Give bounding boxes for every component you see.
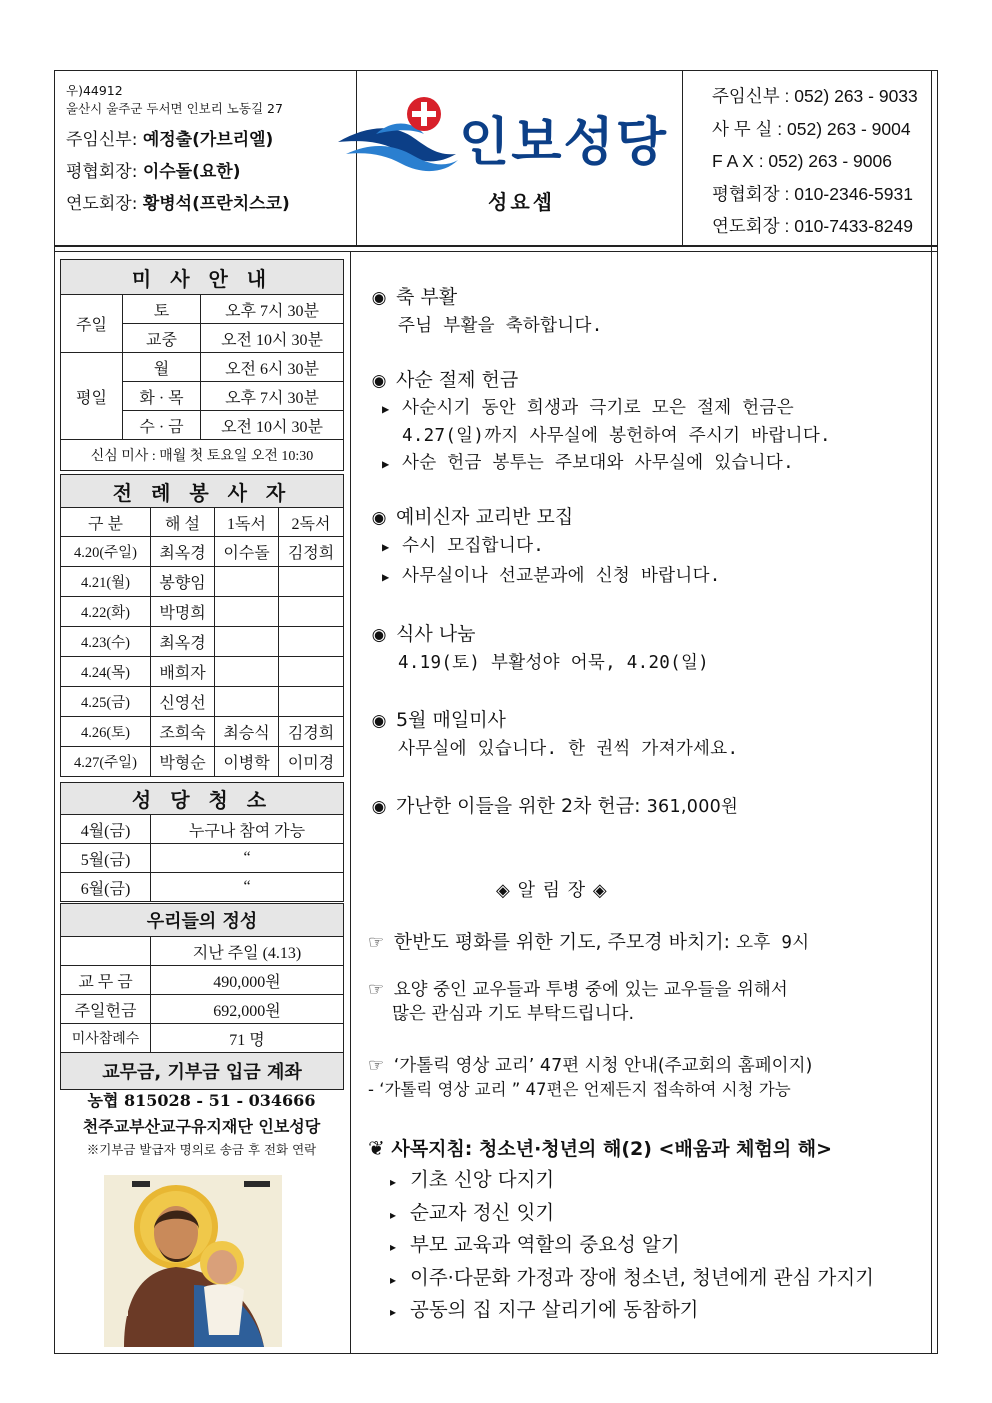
notice-line: 주님 부활을 축하합니다. xyxy=(398,316,603,336)
body-col-divider xyxy=(350,252,351,1354)
servers-row xyxy=(61,537,344,567)
servers-row xyxy=(61,597,344,627)
postal-code: 우)44912 xyxy=(66,83,123,98)
board-item-video: ☞ ‘가톨릭 영상 교리’ 47편 시청 안내(주교회의 홈페이지) - ‘가톨릭 영상 교리 ” 47편은 언제든지 접속하여 시청 가능 xyxy=(368,1055,813,1099)
servers-date: 4.27(주일) xyxy=(61,747,151,777)
hand-icon: ☞ xyxy=(368,1055,385,1076)
pastoral-item: ▸ 공동의 집 지구 살리기에 동참하기 xyxy=(368,1295,874,1328)
servers-date: 4.23(수) xyxy=(61,627,151,657)
circle-bullet-icon: ◉ xyxy=(371,371,387,391)
devotion-mass-note: 신심 미사 : 매월 첫 토요일 오전 10:30 xyxy=(61,440,344,471)
pastoral-guideline xyxy=(368,1134,874,1328)
notice-line: 사무실에 있습니다. 한 권씩 가져가세요. xyxy=(398,739,739,759)
weekday-label: 평일 xyxy=(61,353,123,440)
circle-bullet-icon: ◉ xyxy=(371,288,387,308)
servers-date: 4.25(금) xyxy=(61,687,151,717)
mass-time: 오후 7시 30분 xyxy=(201,295,344,324)
notice-title: 사순 절제 헌금 xyxy=(396,369,519,391)
servers-name xyxy=(279,657,344,687)
header-col-divider-2 xyxy=(682,70,683,246)
pastoral-item: ▸ 이주·다문화 가정과 장애 청소년, 청년에게 관심 가지기 xyxy=(368,1263,874,1296)
servers-name: 최옥경 xyxy=(151,537,215,567)
servers-header: 구 분 xyxy=(61,508,151,537)
arrow-bullet-icon: ▶ xyxy=(382,457,390,471)
pastoral-item: ▸ 부모 교육과 역할의 중요성 알기 xyxy=(368,1230,874,1263)
notice-item xyxy=(368,621,709,678)
address: 울산시 울주군 두서면 인보리 노동길 27 xyxy=(66,101,283,116)
mass-title: 미 사 안 내 xyxy=(61,260,344,295)
church-name: 인보성당 xyxy=(459,113,668,173)
header-info xyxy=(66,82,356,220)
board-item-sick: ☞ 요양 중인 교우들과 투병 중에 있는 교우들을 위해서 많은 관심과 기도 부탁드립니다. xyxy=(368,979,788,1024)
priest-row: 주임신부: 예정출(가브리엘) xyxy=(66,130,274,150)
mass-day: 화 · 목 xyxy=(123,382,201,411)
bank-account xyxy=(60,1088,343,1160)
notice-line: ▶ 사순 헌금 봉투는 주보대와 사무실에 있습니다. xyxy=(368,450,831,478)
servers-header: 1독서 xyxy=(215,508,279,537)
triangle-bullet-icon: ▸ xyxy=(390,1272,397,1287)
notice-line: 4.27(일)까지 사무실에 봉헌하여 주시기 바랍니다. xyxy=(402,426,831,446)
servers-name: 박명희 xyxy=(151,597,215,627)
notice-item xyxy=(368,284,603,341)
council-name: 이수돌(요한) xyxy=(142,162,241,182)
legion-row: 연도회장: 황병석(프란치스코) xyxy=(66,194,290,214)
servers-name: 이수돌 xyxy=(215,537,279,567)
contact-list xyxy=(712,80,932,243)
legion-name: 황병석(프란치스코) xyxy=(142,194,290,214)
circle-bullet-icon: ◉ xyxy=(371,797,387,817)
servers-name: 봉향임 xyxy=(151,567,215,597)
liturgy-servers-table xyxy=(60,474,344,777)
servers-name: 김정희 xyxy=(279,537,344,567)
offering-label: 교 무 금 xyxy=(61,966,151,995)
pastoral-item: ▸ 기초 신앙 다지기 xyxy=(368,1165,874,1198)
triangle-bullet-icon: ▸ xyxy=(390,1207,397,1222)
servers-name: 배희자 xyxy=(151,657,215,687)
st-joseph-icon xyxy=(104,1175,282,1347)
board-item-prayer: ☞ 한반도 평화를 위한 기도, 주모경 바치기: 오후 9시 xyxy=(368,931,810,953)
offering-title: 우리들의 정성 xyxy=(61,904,344,937)
servers-header: 해 설 xyxy=(151,508,215,537)
offering-label: 주일헌금 xyxy=(61,995,151,1024)
week-name: 성요셉 xyxy=(488,190,555,214)
cleaning-note: “ xyxy=(151,873,344,902)
contact-office: 사 무 실 : 052) 263 - 9004 xyxy=(712,118,911,139)
servers-date: 4.24(목) xyxy=(61,657,151,687)
offering-label: 미사참례수 xyxy=(61,1024,151,1053)
servers-name xyxy=(279,567,344,597)
contact-council: 평협회장 : 010-2346-5931 xyxy=(712,183,913,204)
notice-amount: 361,000원 xyxy=(646,797,739,817)
notice-item xyxy=(368,367,831,478)
hand-leaf-icon: ❦ xyxy=(368,1136,385,1160)
mass-schedule-table xyxy=(60,259,344,471)
pastoral-item: ▸ 순교자 정신 잇기 xyxy=(368,1198,874,1231)
account-note: ※기부금 발급자 명의로 송금 후 전화 연락 xyxy=(86,1142,317,1157)
servers-name: 김경희 xyxy=(279,717,344,747)
council-row: 평협회장: 이수돌(요한) xyxy=(66,162,241,182)
servers-name xyxy=(215,657,279,687)
mass-day: 토 xyxy=(123,295,201,324)
servers-name xyxy=(279,627,344,657)
church-cleaning-table xyxy=(60,782,344,902)
cleaning-month: 6월(금) xyxy=(61,873,151,902)
servers-date: 4.26(토) xyxy=(61,717,151,747)
header-divider-2 xyxy=(54,251,938,252)
servers-title: 전 례 봉 사 자 xyxy=(61,475,344,508)
servers-row xyxy=(61,747,344,777)
mass-time: 오전 10시 30분 xyxy=(201,411,344,440)
mass-time: 오후 7시 30분 xyxy=(201,382,344,411)
offering-value: 490,000원 xyxy=(151,966,344,995)
servers-date: 4.21(월) xyxy=(61,567,151,597)
hand-icon: ☞ xyxy=(368,932,385,953)
servers-name xyxy=(279,687,344,717)
account-holder: 천주교부산교구유지재단 인보성당 xyxy=(82,1117,321,1136)
offering-value: 71 명 xyxy=(151,1024,344,1053)
notice-line: ▶ 사무실이나 선교분과에 신청 바랍니다. xyxy=(368,562,721,592)
cleaning-month: 5월(금) xyxy=(61,844,151,873)
notice-line: ▶ 사순시기 동안 희생과 극기로 모은 절제 헌금은 xyxy=(368,395,831,423)
mass-day: 월 xyxy=(123,353,201,382)
servers-name: 박형순 xyxy=(151,747,215,777)
servers-name xyxy=(215,627,279,657)
servers-row xyxy=(61,627,344,657)
offering-table xyxy=(60,903,344,1090)
notice-line: 4.19(토) 부활성야 어묵, 4.20(일) xyxy=(398,653,710,673)
offering-value: 692,000원 xyxy=(151,995,344,1024)
notice-line: ▶ 수시 모집합니다. xyxy=(368,532,721,562)
notice-title: 가난한 이들을 위한 2차 헌금: xyxy=(396,795,647,817)
servers-name: 이미경 xyxy=(279,747,344,777)
notice-item xyxy=(368,707,738,764)
triangle-bullet-icon: ▸ xyxy=(390,1175,397,1189)
priest-name: 예정출(가브리엘) xyxy=(142,130,274,150)
servers-name: 조희숙 xyxy=(151,717,215,747)
servers-date: 4.22(화) xyxy=(61,597,151,627)
cleaning-note: “ xyxy=(151,844,344,873)
offering-period: 지난 주일 (4.13) xyxy=(151,937,344,966)
servers-name xyxy=(279,597,344,627)
mass-day: 수 · 금 xyxy=(123,411,201,440)
servers-header: 2독서 xyxy=(279,508,344,537)
notice-title: 5월 매일미사 xyxy=(396,709,506,731)
servers-name xyxy=(215,567,279,597)
servers-name: 신영선 xyxy=(151,687,215,717)
mass-day: 교중 xyxy=(123,324,201,353)
servers-row xyxy=(61,567,344,597)
servers-name: 최옥경 xyxy=(151,627,215,657)
servers-name: 이병학 xyxy=(215,747,279,777)
arrow-bullet-icon: ▶ xyxy=(382,402,390,416)
triangle-bullet-icon: ▸ xyxy=(390,1240,397,1254)
cleaning-note: 누구나 참여 가능 xyxy=(151,815,344,844)
servers-name: 최승식 xyxy=(215,717,279,747)
triangle-bullet-icon: ▸ xyxy=(390,1305,397,1319)
notice-item xyxy=(368,793,738,821)
sunday-label: 주일 xyxy=(61,295,123,353)
right-inner-border xyxy=(931,70,932,1354)
arrow-bullet-icon: ▶ xyxy=(382,570,390,584)
cleaning-month: 4월(금) xyxy=(61,815,151,844)
pastoral-title: 사목지침: 청소년·청년의 해(2) <배움과 체험의 해> xyxy=(391,1138,833,1160)
cleaning-title: 성 당 청 소 xyxy=(61,783,344,815)
circle-bullet-icon: ◉ xyxy=(371,625,387,645)
circle-bullet-icon: ◉ xyxy=(371,508,387,528)
account-title: 교무금, 기부금 입금 계좌 xyxy=(61,1053,344,1090)
contact-fax: F A X : 052) 263 - 9006 xyxy=(712,151,892,172)
notice-item xyxy=(368,504,721,592)
board-title: ◈ 알 림 장 ◈ xyxy=(496,880,608,901)
servers-row xyxy=(61,687,344,717)
header-divider xyxy=(54,245,938,247)
contact-priest: 주임신부 : 052) 263 - 9033 xyxy=(712,86,918,106)
notice-title: 예비신자 교리반 모집 xyxy=(396,506,574,528)
notice-title: 식사 나눔 xyxy=(396,623,476,645)
servers-name xyxy=(215,687,279,717)
account-number: 농협 815028 - 51 - 034666 xyxy=(87,1091,316,1110)
servers-row xyxy=(61,717,344,747)
mass-time: 오전 10시 30분 xyxy=(201,324,344,353)
servers-date: 4.20(주일) xyxy=(61,537,151,567)
mass-time: 오전 6시 30분 xyxy=(201,353,344,382)
notice-title: 축 부활 xyxy=(396,286,458,308)
servers-row xyxy=(61,657,344,687)
circle-bullet-icon: ◉ xyxy=(371,711,387,731)
arrow-bullet-icon: ▶ xyxy=(382,540,390,554)
contact-legion: 연도회장 : 010-7433-8249 xyxy=(712,216,913,237)
servers-name xyxy=(215,597,279,627)
hand-icon: ☞ xyxy=(368,979,385,1000)
